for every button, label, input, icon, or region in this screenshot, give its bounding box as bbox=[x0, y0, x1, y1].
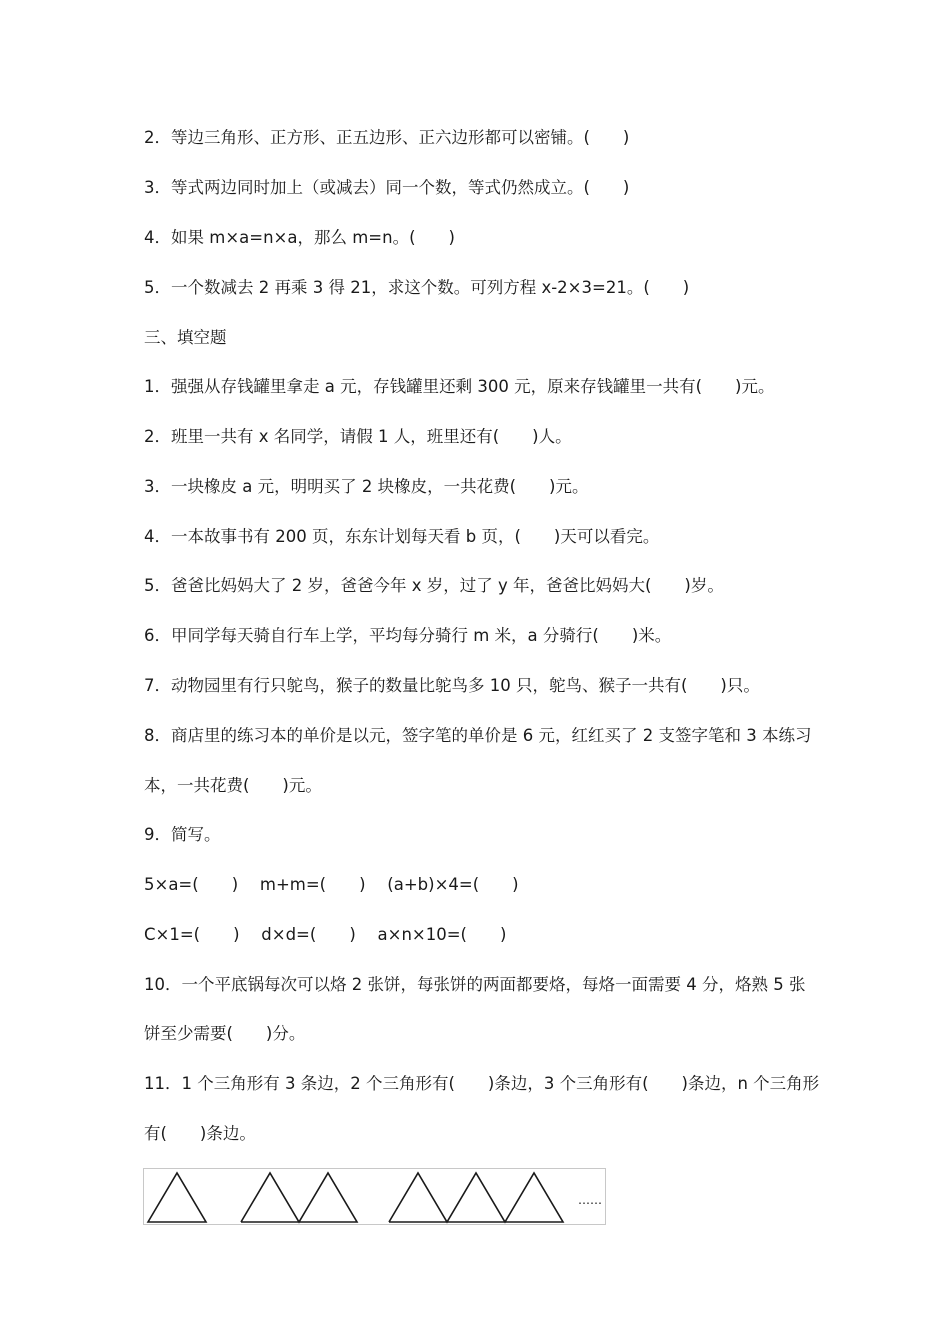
triangle-group-2 bbox=[241, 1173, 357, 1222]
fill-item-11-line2: 有( )条边。 bbox=[144, 1124, 256, 1143]
triangle-group-3 bbox=[389, 1173, 563, 1222]
fill-item-10-line1: 10．一个平底锅每次可以烙 2 张饼，每张饼的两面都要烙，每烙一面需要 4 分，烙熟 5 张 bbox=[144, 975, 806, 994]
triangle-group-1 bbox=[148, 1173, 206, 1222]
judge-item-2: 2．等边三角形、正方形、正五边形、正六边形都可以密铺。( ) bbox=[144, 128, 630, 147]
judge-item-3: 3．等式两边同时加上（或减去）同一个数，等式仍然成立。( ) bbox=[144, 178, 630, 197]
judge-item-5: 5．一个数减去 2 再乘 3 得 21，求这个数。可列方程 x-2×3=21。( ) bbox=[144, 278, 690, 297]
fill-item-8-line2: 本，一共花费( )元。 bbox=[144, 776, 322, 795]
fill-item-5: 5．爸爸比妈妈大了 2 岁，爸爸今年 x 岁，过了 y 年，爸爸比妈妈大( )岁。 bbox=[144, 576, 724, 595]
fill-item-6: 6．甲同学每天骑自行车上学，平均每分骑行 m 米，a 分骑行( )米。 bbox=[144, 626, 672, 645]
section-heading: 三、填空题 bbox=[144, 328, 227, 347]
fill-item-3: 3．一块橡皮 a 元，明明买了 2 块橡皮，一共花费( )元。 bbox=[144, 477, 589, 496]
fill-item-11-line1: 11．1 个三角形有 3 条边，2 个三角形有( )条边，3 个三角形有( )条边，n 个三角形 bbox=[144, 1074, 820, 1093]
shorthand-row-2: C×1=( ) d×d=( ) a×n×10=( ) bbox=[144, 925, 507, 944]
shorthand-row-1: 5×a=( ) m+m=( ) (a+b)×4=( ) bbox=[144, 875, 519, 894]
fill-item-2: 2．班里一共有 x 名同学，请假 1 人，班里还有( )人。 bbox=[144, 427, 572, 446]
judge-item-4: 4．如果 m×a=n×a，那么 m=n。( ) bbox=[144, 228, 455, 247]
fill-item-10-line2: 饼至少需要( )分。 bbox=[144, 1024, 306, 1043]
fill-item-4: 4．一本故事书有 200 页，东东计划每天看 b 页，( )天可以看完。 bbox=[144, 527, 660, 546]
triangle-pattern-figure bbox=[143, 1168, 606, 1225]
pattern-ellipsis: …… bbox=[578, 1193, 602, 1207]
fill-item-7: 7．动物园里有行只鸵鸟，猴子的数量比鸵鸟多 10 只，鸵鸟、猴子一共有( )只。 bbox=[144, 676, 760, 695]
triangle-pattern-svg bbox=[144, 1169, 607, 1226]
fill-item-9: 9．简写。 bbox=[144, 825, 221, 844]
fill-item-8-line1: 8．商店里的练习本的单价是以元，签字笔的单价是 6 元，红红买了 2 支签字笔和 3 本练习 bbox=[144, 726, 812, 745]
fill-item-1: 1．强强从存钱罐里拿走 a 元，存钱罐里还剩 300 元，原来存钱罐里一共有( )元。 bbox=[144, 377, 775, 396]
